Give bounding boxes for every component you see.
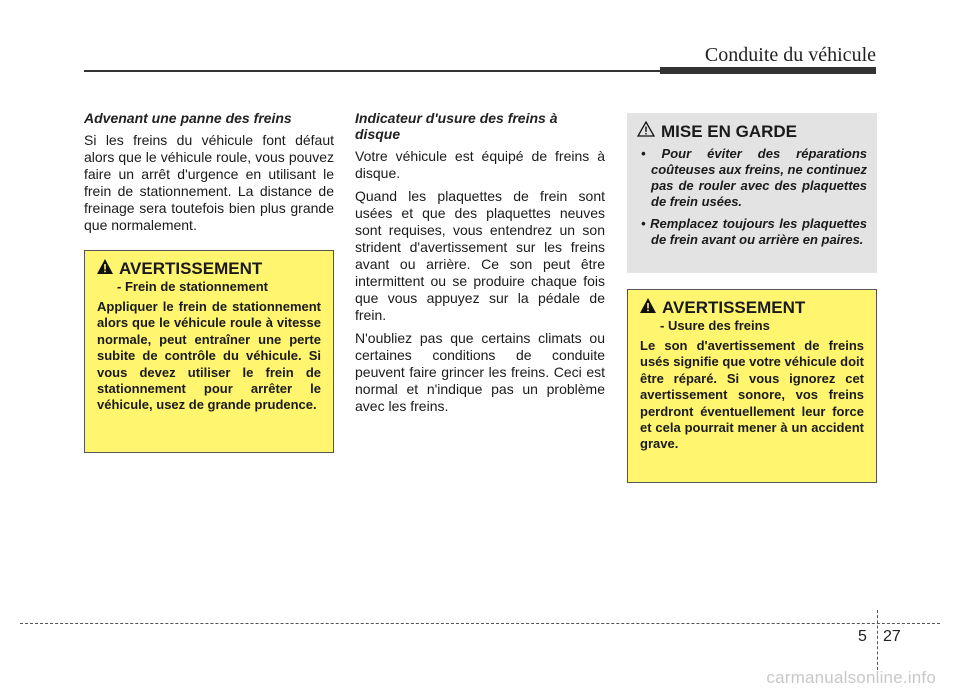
footer-rule	[20, 623, 940, 624]
disc-paragraph-1: Votre véhicule est équipé de freins à disque.	[355, 148, 605, 181]
parking-brake-warning-box	[84, 250, 334, 453]
caution-title: MISE EN GARDE	[661, 121, 798, 141]
watermark: carmanualsonline.info	[766, 668, 936, 687]
warning-title: AVERTISSEMENT	[662, 298, 806, 317]
warning-header	[97, 259, 321, 279]
caution-list	[637, 146, 867, 248]
middle-column	[355, 110, 605, 421]
chapter-number: 5	[858, 628, 867, 645]
brake-wear-warning-box	[627, 289, 877, 483]
caution-triangle-icon	[637, 121, 655, 142]
warning-triangle-icon	[97, 259, 113, 279]
header-title: Conduite du véhicule	[704, 44, 876, 66]
warning-text: Le son d'avertissement de freins usés signifie que votre véhicule doit être réparé. Si vous ignorez cet avertissement sonore, vos freins perdront éventuellement leur force et cela pourrait mener à un accident grave.	[640, 338, 864, 452]
footer-divider	[877, 610, 878, 670]
brake-failure-subhead: Advenant une panne des freins	[84, 110, 292, 126]
warning-text: Appliquer le frein de stationnement alors que le véhicule roule à vitesse normale, peut entraîner une perte subite de contrôle du véhicule. Si vous devez utiliser le frein de stationnement pour arrêter le véhicule, usez de grande prudence.	[97, 299, 321, 413]
left-column	[84, 110, 334, 240]
warning-title: AVERTISSEMENT	[119, 259, 263, 278]
caution-header	[637, 121, 867, 142]
brake-failure-paragraph: Si les freins du véhicule font défaut alors que le véhicule roule, vous pouvez faire un arrêt d'urgence en utilisant le frein de stationnement. La distance de freinage sera toutefois bien plus grande que normalement.	[84, 132, 334, 233]
caution-item: • Remplacez toujours les plaquettes de frein avant ou arrière en paires.	[641, 216, 867, 247]
page-number: 27	[883, 628, 901, 645]
disc-wear-subhead: Indicateur d'usure des freins à disque	[355, 110, 558, 142]
warning-triangle-icon	[640, 298, 656, 318]
disc-paragraph-3: N'oubliez pas que certains climats ou certaines conditions de conduite peuvent faire grincer les freins. Ceci est normal et n'indique pas un problème avec les freins.	[355, 330, 605, 414]
caution-box	[627, 113, 877, 273]
disc-paragraph-2: Quand les plaquettes de frein sont usées et que des plaquettes neuves sont requises, vous entendrez un son strident d'avertissement sur les freins avant ou arrière. Ce son peut être intermittent ou se produire chaque fois que vous appuyez sur la pédale de frein.	[355, 188, 605, 323]
warning-header	[640, 298, 864, 318]
caution-item: • Pour éviter des réparations coûteuses aux freins, ne continuez pas de rouler avec des plaquettes de frein usées.	[641, 146, 867, 209]
warning-subtitle: - Usure des freins	[660, 318, 770, 333]
header-rule-thick	[660, 67, 876, 74]
header-rule-thin	[84, 70, 660, 72]
warning-subtitle: - Frein de stationnement	[117, 279, 268, 294]
